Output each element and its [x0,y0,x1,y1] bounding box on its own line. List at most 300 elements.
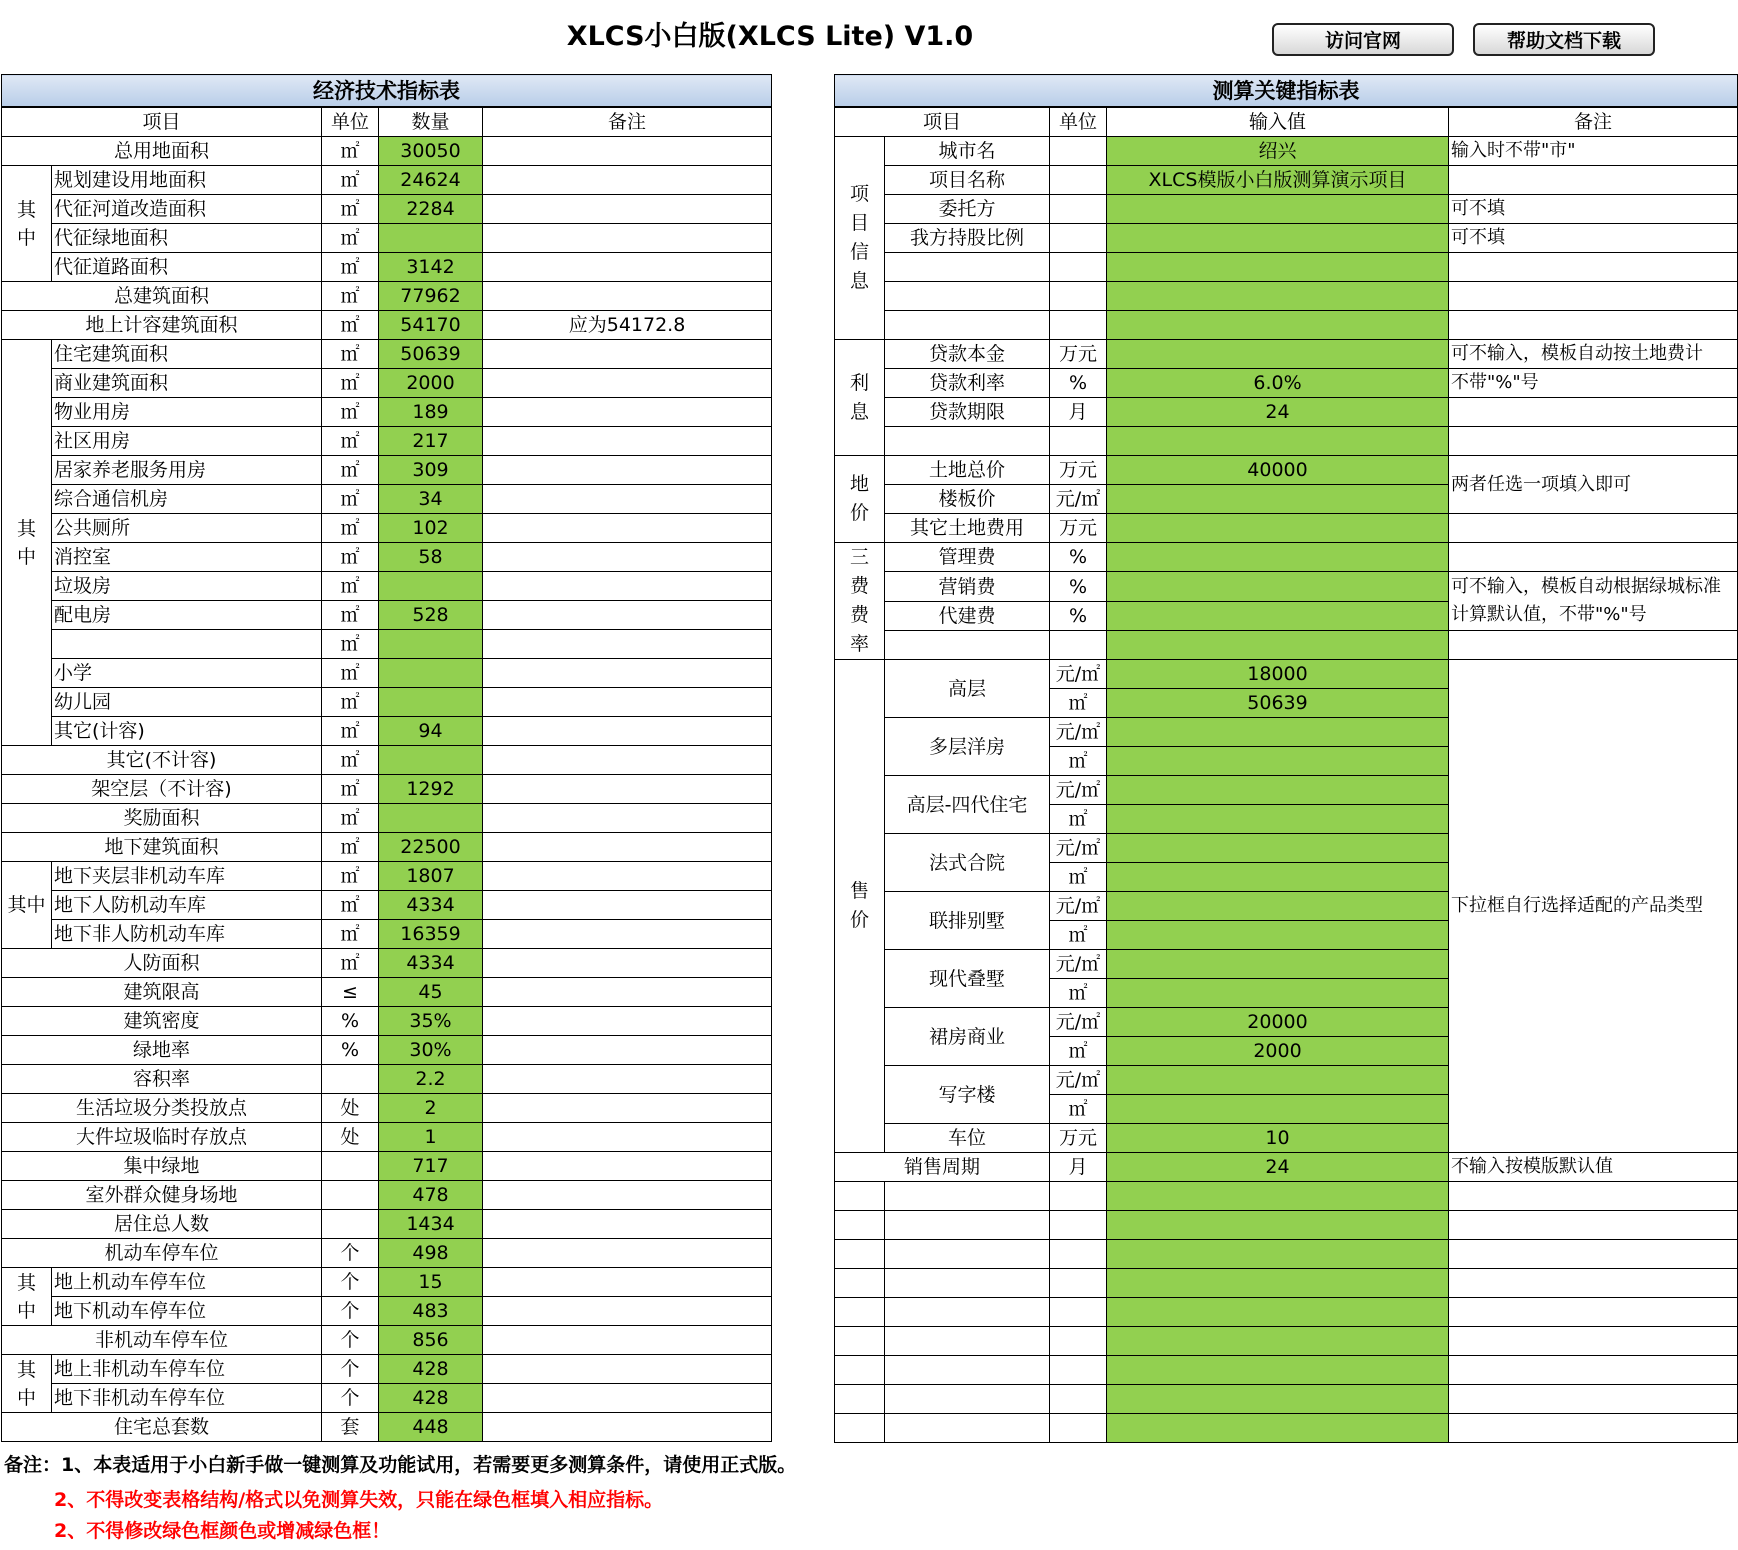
row-remark [483,1152,772,1181]
row-remark [483,804,772,833]
row-value-input[interactable] [1107,427,1449,456]
row-unit: 元/㎡ [1050,660,1107,689]
row-value-input[interactable] [1107,195,1449,224]
row-unit [1050,1240,1107,1269]
row-value-input[interactable]: 1 [379,1123,483,1152]
table-row [835,195,1738,224]
parking-price-input[interactable]: 10 [1107,1124,1449,1153]
table-row [2,1355,772,1384]
row-name: 公共厕所 [52,514,322,543]
price-input[interactable] [1107,718,1449,747]
row-name: 建筑限高 [2,978,322,1007]
table-row [835,398,1738,427]
row-unit: ㎡ [322,746,379,775]
row-name [885,1182,1050,1211]
table-row [835,1298,1738,1327]
row-unit: % [1050,369,1107,398]
row-value-input[interactable]: 478 [379,1181,483,1210]
row-value-input[interactable] [379,630,483,659]
row-name: 代建费 [885,602,1050,631]
table-row [2,137,772,166]
row-value-input[interactable]: 1434 [379,1210,483,1239]
row-value-input[interactable]: 40000 [1107,456,1449,485]
row-value-input[interactable]: 15 [379,1268,483,1297]
group-label-qizhong: 其中 [2,1268,52,1326]
table-row [2,224,772,253]
row-unit [1050,1298,1107,1327]
row-unit: ㎡ [322,369,379,398]
row-value-input[interactable]: 1807 [379,862,483,891]
area-input[interactable] [1107,747,1449,776]
row-value-input[interactable] [379,572,483,601]
row-value-input[interactable] [1107,543,1449,572]
table-row [835,1327,1738,1356]
row-value-input[interactable]: 217 [379,427,483,456]
row-name [885,1298,1050,1327]
empty-cell [835,1385,885,1414]
row-name: 销售周期 [835,1153,1050,1182]
row-remark [1449,253,1738,282]
row-remark [483,862,772,891]
row-remark [483,427,772,456]
row-value-input[interactable]: 2.2 [379,1065,483,1094]
row-remark [1449,427,1738,456]
row-value-input[interactable]: 50639 [379,340,483,369]
row-unit: ㎡ [322,253,379,282]
table-row [2,253,772,282]
row-remark [1449,1327,1738,1356]
header-item: 项目 [2,107,322,137]
row-remark [483,253,772,282]
row-unit [1050,631,1107,660]
row-name: 管理费 [885,543,1050,572]
row-unit [1050,1182,1107,1211]
table-row [2,1326,772,1355]
row-unit: 元/㎡ [1050,950,1107,979]
row-name: 项目名称 [885,166,1050,195]
row-remark [483,1297,772,1326]
row-value-input[interactable] [1107,631,1449,660]
row-value-input[interactable] [1107,1356,1449,1385]
row-name [885,1356,1050,1385]
table-row [2,804,772,833]
row-value-input[interactable] [379,804,483,833]
row-remark [1449,1356,1738,1385]
row-value-input[interactable]: 4334 [379,891,483,920]
price-input[interactable] [1107,776,1449,805]
row-unit: ㎡ [322,920,379,949]
row-value-input[interactable] [1107,485,1449,514]
download-help-button[interactable]: 帮助文档下载 [1473,23,1655,56]
row-unit [322,1065,379,1094]
row-name: 车位 [885,1124,1050,1153]
row-value-input[interactable] [1107,1414,1449,1443]
area-input[interactable] [1107,863,1449,892]
row-remark [1449,398,1738,427]
row-unit [1050,1211,1107,1240]
row-unit: ㎡ [322,427,379,456]
row-unit [1050,282,1107,311]
row-value-input[interactable]: 2284 [379,195,483,224]
row-value-input[interactable]: 30050 [379,137,483,166]
row-value-input[interactable]: 16359 [379,920,483,949]
row-value-input[interactable]: 34 [379,485,483,514]
row-value-input[interactable]: 24624 [379,166,483,195]
table-row [835,543,1738,572]
row-unit [1050,1327,1107,1356]
row-value-input[interactable]: 4334 [379,949,483,978]
area-input[interactable] [1107,921,1449,950]
row-value-input[interactable] [1107,253,1449,282]
row-unit: ㎡ [322,572,379,601]
row-name: 地下非人防机动车库 [52,920,322,949]
row-unit: ㎡ [322,601,379,630]
row-name: 配电房 [52,601,322,630]
row-unit: 个 [322,1239,379,1268]
row-remark [1449,1414,1738,1443]
table-row [2,920,772,949]
row-unit: ㎡ [1050,863,1107,892]
row-name: 地下非机动车停车位 [52,1384,322,1413]
table-row [835,456,1738,485]
row-remark [483,1065,772,1094]
row-name [52,630,322,659]
table-row [2,572,772,601]
row-unit [1050,427,1107,456]
row-unit [1050,1269,1107,1298]
row-unit: ㎡ [1050,689,1107,718]
product-type-select[interactable]: 法式合院 [885,834,1050,892]
row-name: 社区用房 [52,427,322,456]
header-unit: 单位 [322,107,379,137]
table-row [835,1153,1738,1182]
row-name: 消控室 [52,543,322,572]
table-row [835,660,1738,689]
row-value-input[interactable]: 428 [379,1384,483,1413]
row-name [885,1327,1050,1356]
row-name: 贷款利率 [885,369,1050,398]
row-value-input[interactable]: 717 [379,1152,483,1181]
row-remark [483,1384,772,1413]
row-value-input[interactable]: 428 [379,1355,483,1384]
row-remark: 不输入按模版默认值 [1449,1153,1738,1182]
row-value-input[interactable]: 45 [379,978,483,1007]
row-name: 集中绿地 [2,1152,322,1181]
sheet-title: XLCS小白版(XLCS Lite) V1.0 [566,21,974,52]
row-unit: ㎡ [322,659,379,688]
area-input[interactable] [1107,979,1449,1008]
row-value-input[interactable]: 2 [379,1094,483,1123]
table-row [835,1240,1738,1269]
section-fee-rates: 三费费率 [835,543,885,660]
row-value-input[interactable] [1107,1182,1449,1211]
row-value-input[interactable]: 6.0% [1107,369,1449,398]
row-remark [483,833,772,862]
price-remark: 下拉框自行选择适配的产品类型 [1449,660,1738,1153]
product-type-select[interactable]: 写字楼 [885,1066,1050,1124]
table-row [835,137,1738,166]
row-name: 生活垃圾分类投放点 [2,1094,322,1123]
empty-cell [835,1327,885,1356]
row-remark [483,166,772,195]
table-row [2,1384,772,1413]
row-name: 奖励面积 [2,804,322,833]
row-value-input[interactable] [379,659,483,688]
row-value-input[interactable] [1107,1211,1449,1240]
row-value-input[interactable] [1107,602,1449,631]
row-name [885,427,1050,456]
row-value-input[interactable]: 77962 [379,282,483,311]
table-row [2,195,772,224]
row-value-input[interactable]: 498 [379,1239,483,1268]
row-unit: ㎡ [322,485,379,514]
note-line-3: 2、不得修改绿色框颜色或增减绿色框！ [54,1520,391,1542]
table-row [835,253,1738,282]
row-name: 幼儿园 [52,688,322,717]
land-remark: 两者任选一项填入即可 [1449,456,1738,514]
fee-remark: 可不输入，模板自动根据绿城标准计算默认值，不带"%"号 [1449,572,1738,631]
header-remark: 备注 [483,107,772,137]
row-remark [483,717,772,746]
row-remark [483,1094,772,1123]
row-remark [1449,1385,1738,1414]
row-name [885,631,1050,660]
row-unit: 处 [322,1094,379,1123]
table-row [2,833,772,862]
row-unit: ㎡ [1050,921,1107,950]
row-name: 委托方 [885,195,1050,224]
product-type-select[interactable]: 高层 [885,660,1050,718]
price-input[interactable] [1107,892,1449,921]
row-value-input[interactable]: 309 [379,456,483,485]
row-remark [483,1239,772,1268]
row-name: 我方持股比例 [885,224,1050,253]
row-value-input[interactable]: 3142 [379,253,483,282]
row-unit: % [322,1036,379,1065]
row-value-input[interactable]: 528 [379,601,483,630]
row-remark [483,1007,772,1036]
row-unit [322,1152,379,1181]
row-value-input[interactable] [1107,224,1449,253]
row-value-input[interactable] [1107,1269,1449,1298]
row-value-input[interactable]: 189 [379,398,483,427]
row-name: 绿地率 [2,1036,322,1065]
row-value-input[interactable] [1107,340,1449,369]
row-remark [483,1413,772,1442]
row-remark [483,1326,772,1355]
row-value-input[interactable]: 58 [379,543,483,572]
row-value-input[interactable] [1107,282,1449,311]
row-remark [483,1123,772,1152]
table-row [835,631,1738,660]
row-unit: % [1050,602,1107,631]
area-input[interactable] [1107,805,1449,834]
row-remark: 不带"%"号 [1449,369,1738,398]
row-name [885,1269,1050,1298]
price-input[interactable] [1107,950,1449,979]
row-remark [483,891,772,920]
row-value-input[interactable]: 54170 [379,311,483,340]
row-remark: 输入时不带"市" [1449,137,1738,166]
product-type-select[interactable]: 高层-四代住宅 [885,776,1050,834]
row-value-input[interactable]: 448 [379,1413,483,1442]
row-value-input[interactable] [1107,1385,1449,1414]
row-value-input[interactable]: 856 [379,1326,483,1355]
note-line-2: 2、不得改变表格结构/格式以免测算失效，只能在绿色框填入相应指标。 [54,1489,664,1511]
row-unit: ㎡ [1050,805,1107,834]
row-value-input[interactable] [1107,572,1449,602]
table-row [2,717,772,746]
header-input-value: 输入值 [1107,107,1449,137]
row-remark [1449,1211,1738,1240]
area-input[interactable] [1107,1095,1449,1124]
row-value-input[interactable]: 绍兴 [1107,137,1449,166]
row-value-input[interactable]: 22500 [379,833,483,862]
table-row [2,166,772,195]
row-name: 居家养老服务用房 [52,456,322,485]
row-unit: ㎡ [1050,1037,1107,1066]
row-unit: 个 [322,1384,379,1413]
row-value-input[interactable] [1107,311,1449,340]
row-name [885,1385,1050,1414]
row-remark: 可不输入，模板自动按土地费计 [1449,340,1738,369]
header-remark: 备注 [1449,107,1738,137]
empty-cell [835,1269,885,1298]
row-value-input[interactable] [1107,1298,1449,1327]
row-value-input[interactable]: 35% [379,1007,483,1036]
row-remark [483,1036,772,1065]
price-input[interactable]: 20000 [1107,1008,1449,1037]
table-row [2,369,772,398]
row-value-input[interactable] [1107,514,1449,543]
row-name: 贷款本金 [885,340,1050,369]
group-label-qizhong: 其中 [2,862,52,949]
table-row [2,1094,772,1123]
table-row [2,514,772,543]
row-remark [483,282,772,311]
table-row [835,282,1738,311]
row-unit: ㎡ [1050,747,1107,776]
table-row [2,1007,772,1036]
row-name: 容积率 [2,1065,322,1094]
table-row [2,1268,772,1297]
row-unit: 月 [1050,1153,1107,1182]
visit-website-button[interactable]: 访问官网 [1272,23,1454,56]
row-unit [322,1210,379,1239]
row-name: 楼板价 [885,485,1050,514]
row-name: 其它(计容) [52,717,322,746]
row-value-input[interactable]: 102 [379,514,483,543]
row-value-input[interactable]: 2000 [379,369,483,398]
row-unit [1050,195,1107,224]
table-row [2,456,772,485]
row-name: 架空层（不计容) [2,775,322,804]
section-project-info: 项目信息 [835,137,885,340]
row-unit: ≤ [322,978,379,1007]
table-row [835,572,1738,602]
area-input[interactable]: 2000 [1107,1037,1449,1066]
table-row [2,1297,772,1326]
table-row [2,398,772,427]
row-value-input[interactable] [1107,1327,1449,1356]
row-remark [483,543,772,572]
row-name: 垃圾房 [52,572,322,601]
row-value-input[interactable]: 30% [379,1036,483,1065]
table-row [2,746,772,775]
table-row [835,427,1738,456]
row-name: 大件垃圾临时存放点 [2,1123,322,1152]
row-value-input[interactable] [379,224,483,253]
row-unit: ㎡ [322,630,379,659]
row-remark [483,514,772,543]
row-unit: 个 [322,1326,379,1355]
row-name: 小学 [52,659,322,688]
row-name: 地上机动车停车位 [52,1268,322,1297]
row-remark [483,224,772,253]
row-remark [1449,1298,1738,1327]
table-row [835,311,1738,340]
price-input[interactable]: 18000 [1107,660,1449,689]
row-remark [1449,282,1738,311]
product-type-select[interactable]: 多层洋房 [885,718,1050,776]
row-remark [1449,514,1738,543]
group-label-qizhong: 其中 [2,166,52,282]
key-indicators-table [834,74,1738,1443]
product-type-select[interactable]: 联排别墅 [885,892,1050,950]
table-row [835,1385,1738,1414]
row-value-input[interactable]: 24 [1107,398,1449,427]
row-unit: ㎡ [322,398,379,427]
note-line-1: 备注：1、本表适用于小白新手做一键测算及功能试用，若需要更多测算条件，请使用正式版。 [4,1454,797,1476]
row-remark [1449,1269,1738,1298]
row-remark [483,920,772,949]
row-value-input[interactable] [379,746,483,775]
row-unit: 套 [322,1413,379,1442]
row-unit: ㎡ [322,891,379,920]
row-name [885,253,1050,282]
row-unit: ㎡ [322,456,379,485]
row-unit: % [322,1007,379,1036]
table-row [835,224,1738,253]
table-row [2,311,772,340]
row-value-input[interactable]: 483 [379,1297,483,1326]
row-value-input[interactable]: 1292 [379,775,483,804]
row-remark [1449,311,1738,340]
product-type-select[interactable]: 现代叠墅 [885,950,1050,1008]
row-value-input[interactable] [379,688,483,717]
table-row [2,601,772,630]
row-name: 土地总价 [885,456,1050,485]
empty-cell [835,1211,885,1240]
row-unit: ㎡ [322,195,379,224]
header-quantity: 数量 [379,107,483,137]
row-unit: 个 [322,1355,379,1384]
table-row [2,543,772,572]
row-value-input[interactable] [1107,1240,1449,1269]
row-value-input[interactable]: XLCS模版小白版测算演示项目 [1107,166,1449,195]
product-type-select[interactable]: 裙房商业 [885,1008,1050,1066]
section-land-price: 地价 [835,456,885,543]
sales-cycle-input[interactable]: 24 [1107,1153,1449,1182]
price-input[interactable] [1107,1066,1449,1095]
row-value-input[interactable]: 94 [379,717,483,746]
row-remark [483,775,772,804]
price-input[interactable] [1107,834,1449,863]
area-input[interactable]: 50639 [1107,689,1449,718]
row-name: 人防面积 [2,949,322,978]
row-unit: 个 [322,1268,379,1297]
row-remark [483,601,772,630]
